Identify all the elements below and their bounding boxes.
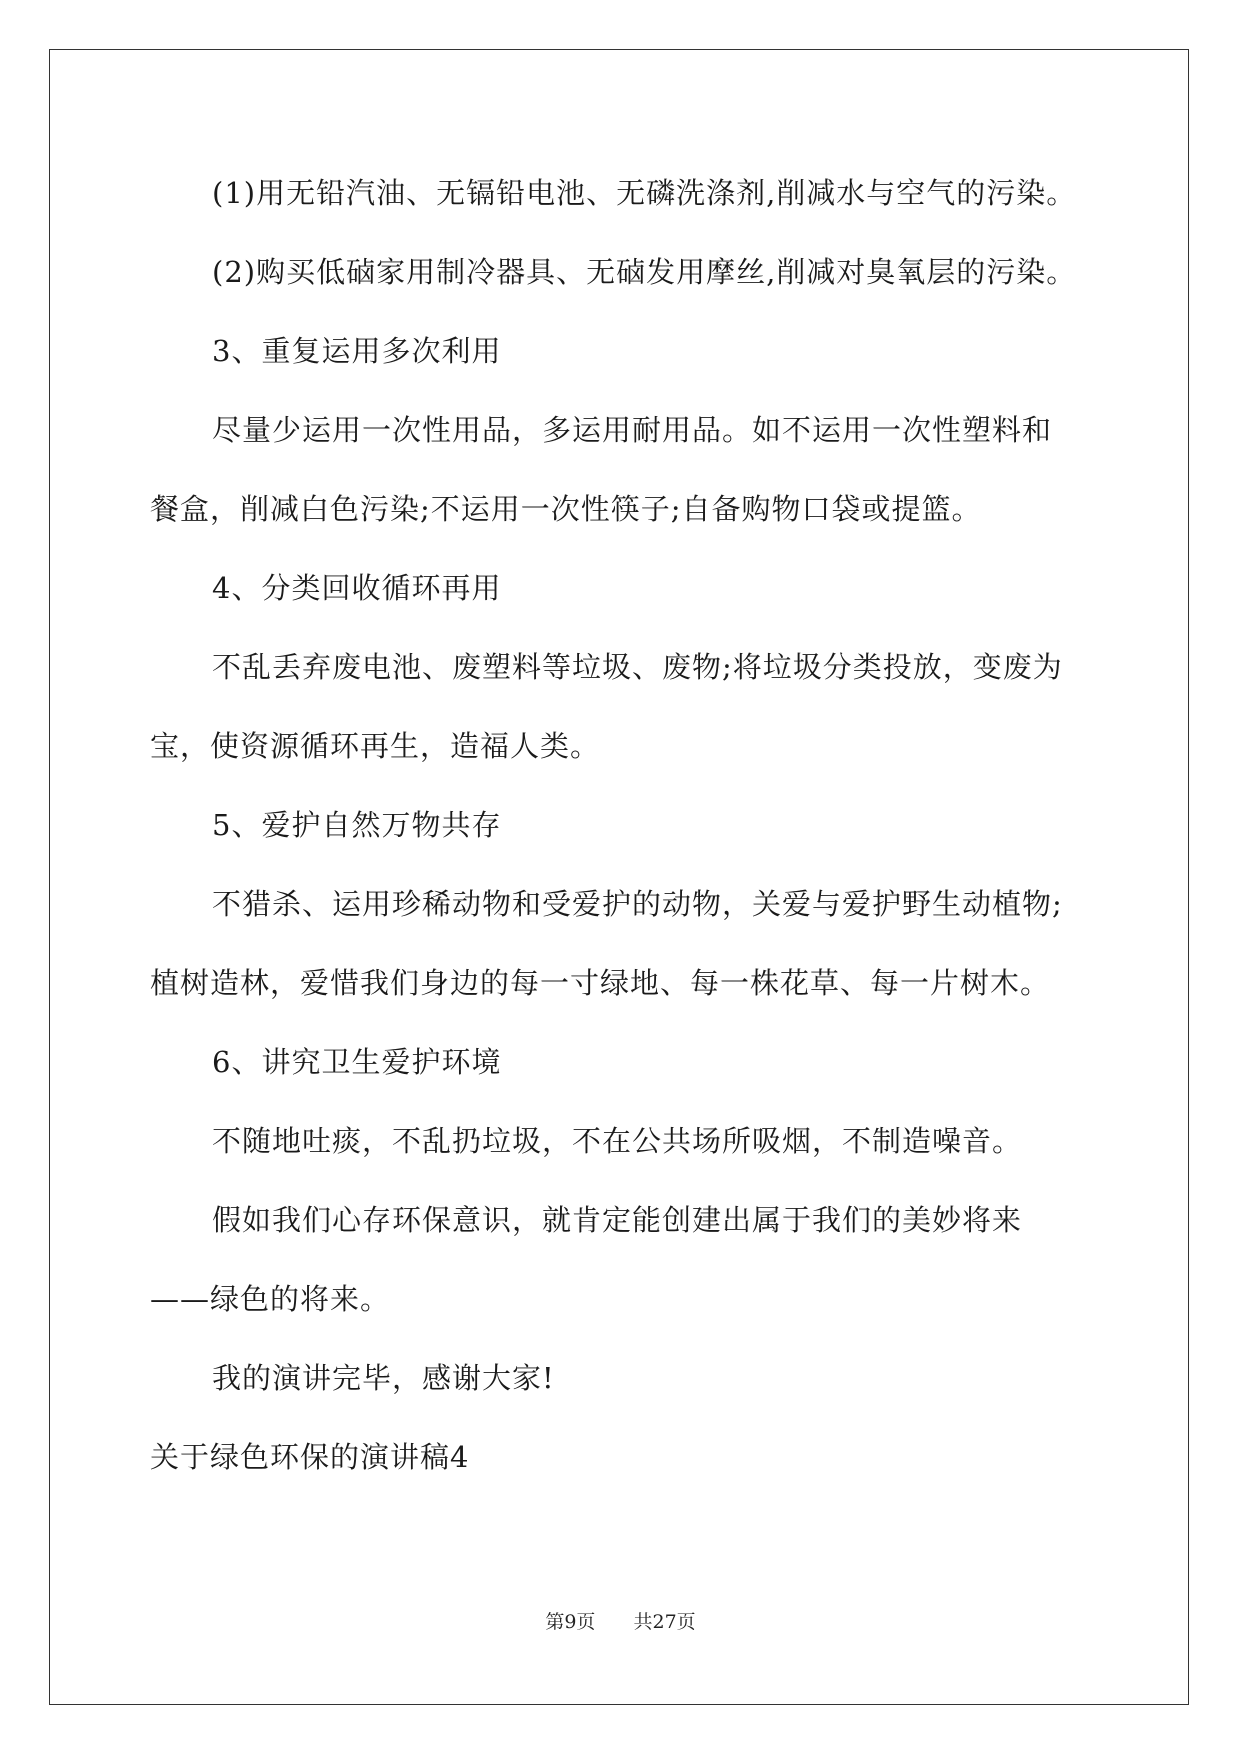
- closing-paragraph-line-1: 假如我们心存环保意识，就肯定能创建出属于我们的美妙将来: [212, 1203, 1023, 1237]
- closing-paragraph-line-2: ——绿色的将来。: [150, 1282, 391, 1316]
- item-1-line: (1)用无铅汽油、无镉铅电池、无磷洗涤剂,削减水与空气的污染。: [212, 176, 1077, 210]
- section-6-heading: 6、讲究卫生爱护环境: [212, 1045, 502, 1079]
- section-3-heading: 3、重复运用多次利用: [212, 334, 502, 368]
- section-4-heading: 4、分类回收循环再用: [212, 571, 502, 605]
- section-5-paragraph-line-2: 植树造林，爱惜我们身边的每一寸绿地、每一株花草、每一片树木。: [150, 966, 1051, 1000]
- item-2-line: (2)购买低硵家用制冷器具、无硵发用摩丝,削减对臭氧层的污染。: [212, 255, 1077, 289]
- page-number: 第9页: [545, 1611, 596, 1633]
- page-total: 共27页: [633, 1611, 696, 1633]
- thanks-line: 我的演讲完毕，感谢大家!: [212, 1361, 555, 1395]
- section-5-heading: 5、爱护自然万物共存: [212, 808, 502, 842]
- section-3-paragraph-line-1: 尽量少运用一次性用品，多运用耐用品。如不运用一次性塑料和: [212, 413, 1053, 447]
- section-4-paragraph-line-1: 不乱丢弃废电池、废塑料等垃圾、废物;将垃圾分类投放，变废为: [212, 650, 1063, 684]
- section-6-paragraph: 不随地吐痰，不乱扔垃圾，不在公共场所吸烟，不制造噪音。: [212, 1124, 1023, 1158]
- page-footer: [0, 1610, 1241, 1634]
- section-4-paragraph-line-2: 宝，使资源循环再生，造福人类。: [150, 729, 601, 763]
- section-3-paragraph-line-2: 餐盒，削减白色污染;不运用一次性筷子;自备购物口袋或提篮。: [150, 492, 982, 526]
- next-speech-title: 关于绿色环保的演讲稿4: [150, 1440, 470, 1474]
- section-5-paragraph-line-1: 不猎杀、运用珍稀动物和受爱护的动物，关爱与爱护野生动植物;: [212, 887, 1063, 921]
